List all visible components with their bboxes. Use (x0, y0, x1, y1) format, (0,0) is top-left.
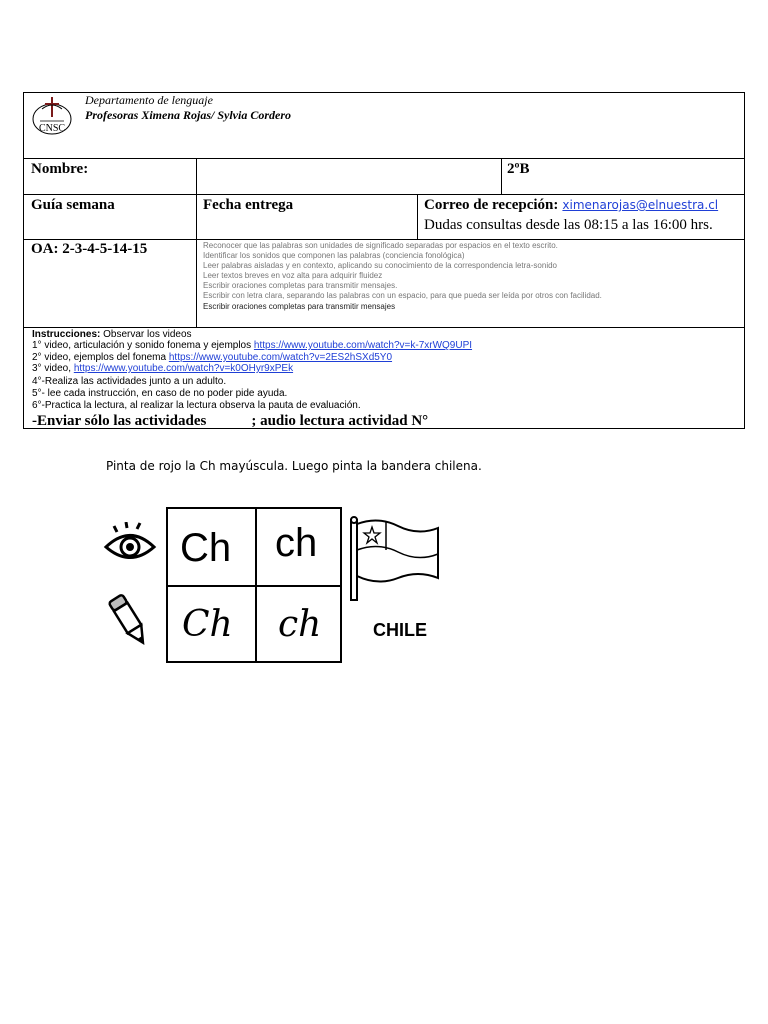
step-5: 5°- lee cada instrucción, en caso de no poder pide ayuda. (32, 388, 288, 399)
grid-divider (168, 585, 340, 587)
correo-email-link[interactable]: ximenarojas@elnuestra.cl (562, 198, 719, 212)
video-3-link[interactable]: https://www.youtube.com/watch?v=k0OHyr9xPEk (73, 363, 294, 374)
oa-item: Escribir con letra clara, separando las palabras con un espacio, para que pueda ser leída por otros con facilidad. (203, 291, 602, 300)
oa-item: Escribir oraciones completas para transmitir mensajes (203, 302, 396, 311)
video-1-text: 1° video, articulación y sonido fonema y ejemplos (32, 340, 254, 351)
instructions-heading (32, 329, 192, 340)
divider (501, 158, 502, 194)
teachers-names: Profesoras Ximena Rojas/ Sylvia Cordero (85, 108, 292, 122)
divider (24, 158, 744, 159)
guia-semana-label: Guía semana (31, 197, 115, 213)
divider (24, 327, 744, 328)
oa-item: Leer textos breves en voz alta para adquirir fluidez (203, 271, 383, 280)
cursive-uppercase-ch[interactable]: Ch (182, 604, 233, 645)
video-3-line (32, 363, 293, 374)
instructions-heading-bold: Instrucciones: (32, 329, 101, 340)
video-2-link[interactable]: https://www.youtube.com/watch?v=2ES2hSXd5Y0 (168, 352, 393, 363)
oa-item: Leer palabras aisladas y en contexto, aplicando su conocimiento de la correspondencia letra-sonido (203, 261, 557, 270)
correo-line (424, 196, 718, 214)
oa-item: Escribir oraciones completas para transmitir mensajes. (203, 281, 398, 290)
step-6: 6°-Practica la lectura, al realizar la lectura observa la pauta de evaluación. (32, 400, 361, 411)
divider (24, 239, 744, 240)
video-2-line (32, 352, 392, 363)
step-4: 4°-Realiza las actividades junto a un adulto. (32, 376, 227, 387)
department-name: Departamento de lenguaje (85, 93, 213, 107)
video-2-text: 2° video, ejemplos del fonema (32, 352, 169, 363)
video-1-link[interactable]: https://www.youtube.com/watch?v=k-7xrWQ9UPI (253, 340, 473, 351)
oa-item: Reconocer que las palabras son unidades de significado separadas por espacios en el texto escrito. (203, 241, 558, 250)
fecha-entrega-label: Fecha entrega (203, 197, 294, 213)
dudas-text: Dudas consultas desde las 08:15 a las 16:00 hrs. (424, 217, 713, 233)
svg-text:CNSC: CNSC (38, 123, 66, 134)
nombre-label: Nombre: (31, 161, 89, 177)
video-3-text: 3° video, (32, 363, 74, 374)
cursive-lowercase-ch: ch (278, 604, 322, 645)
oa-item: Identificar los sonidos que componen las palabras (conciencia fonológica) (203, 251, 465, 260)
nombre-field[interactable] (198, 160, 498, 192)
enviar-instruction: -Enviar sólo las actividades ; audio lectura actividad N° (32, 413, 429, 429)
print-lowercase-ch: ch (275, 521, 318, 565)
pencil-icon (107, 592, 153, 648)
video-1-line (32, 340, 472, 351)
divider (24, 194, 744, 195)
worksheet-header-table (23, 92, 745, 429)
correo-label: Correo de recepción: (424, 197, 559, 213)
chile-flag-icon[interactable] (348, 516, 442, 602)
oa-label: OA: 2-3-4-5-14-15 (31, 241, 148, 257)
divider (196, 158, 197, 327)
instructions-heading-rest: Observar los videos (100, 329, 192, 340)
eye-icon (103, 522, 157, 566)
grade-label: 2ºB (507, 161, 530, 177)
print-uppercase-ch[interactable]: Ch (180, 526, 232, 570)
school-logo (30, 95, 74, 137)
divider (417, 194, 418, 239)
chile-label: CHILE (373, 620, 427, 640)
letter-grid (166, 507, 342, 663)
activity-title: Pinta de rojo la Ch mayúscula. Luego pinta la bandera chilena. (106, 459, 482, 473)
